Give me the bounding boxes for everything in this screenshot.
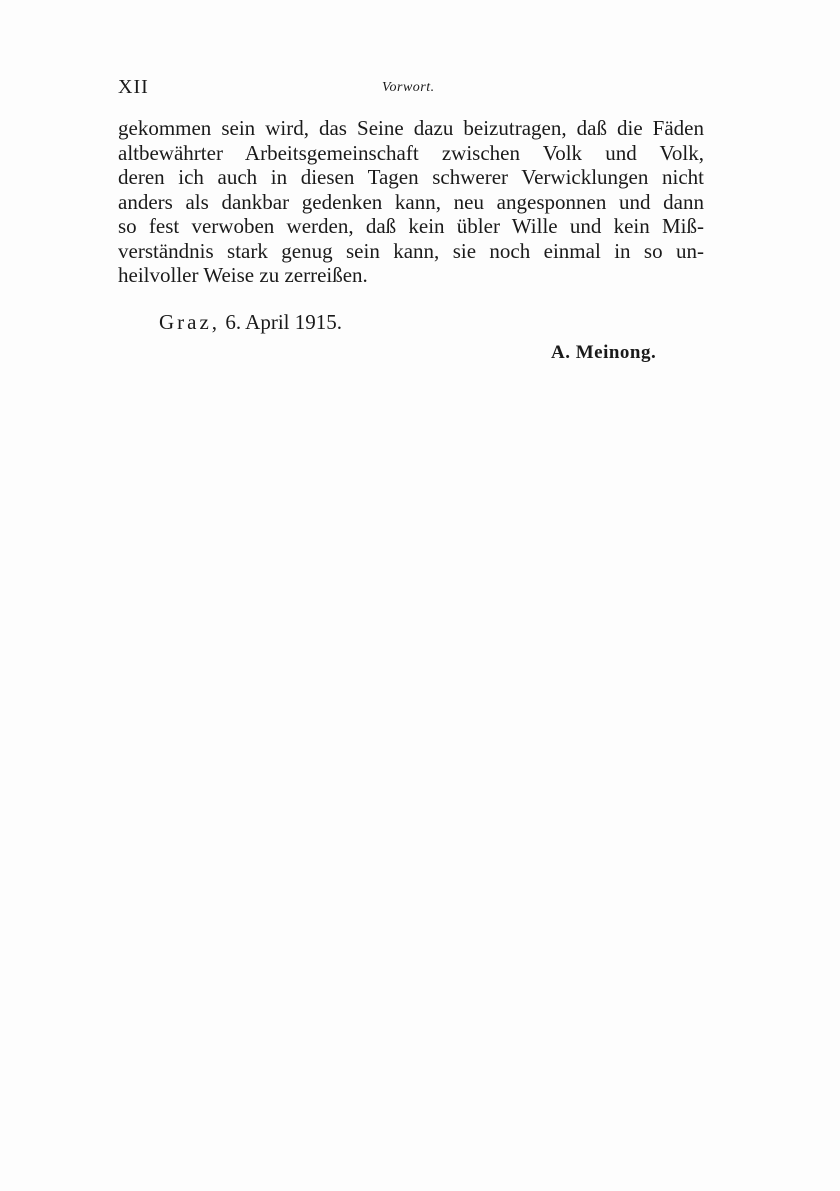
running-head: Vorwort. xyxy=(382,80,435,95)
text-line: so fest verwoben werden, daß kein übler Wille und kein Miß- xyxy=(118,214,704,238)
body-paragraph xyxy=(118,116,704,288)
text-line: deren ich auch in diesen Tagen schwerer Verwicklungen nicht xyxy=(118,165,704,189)
dateline-place: Graz, xyxy=(159,310,221,334)
dateline-date: 6. April 1915. xyxy=(225,310,342,334)
author-signature: A. Meinong. xyxy=(551,342,657,363)
text-line: verständnis stark genug sein kann, sie noch einmal in so un- xyxy=(118,238,704,263)
text-line: heilvoller Weise zu zerreißen. xyxy=(118,263,368,287)
text-line: altbewährter Arbeitsgemeinschaft zwischen Volk und Volk, xyxy=(118,140,704,165)
text-line: anders als dankbar gedenken kann, neu angesponnen und dann xyxy=(118,189,704,214)
text-line: gekommen sein wird, das Seine dazu beizutragen, daß die Fäden xyxy=(118,116,704,140)
page-number: XII xyxy=(118,76,149,98)
dateline xyxy=(159,310,342,335)
